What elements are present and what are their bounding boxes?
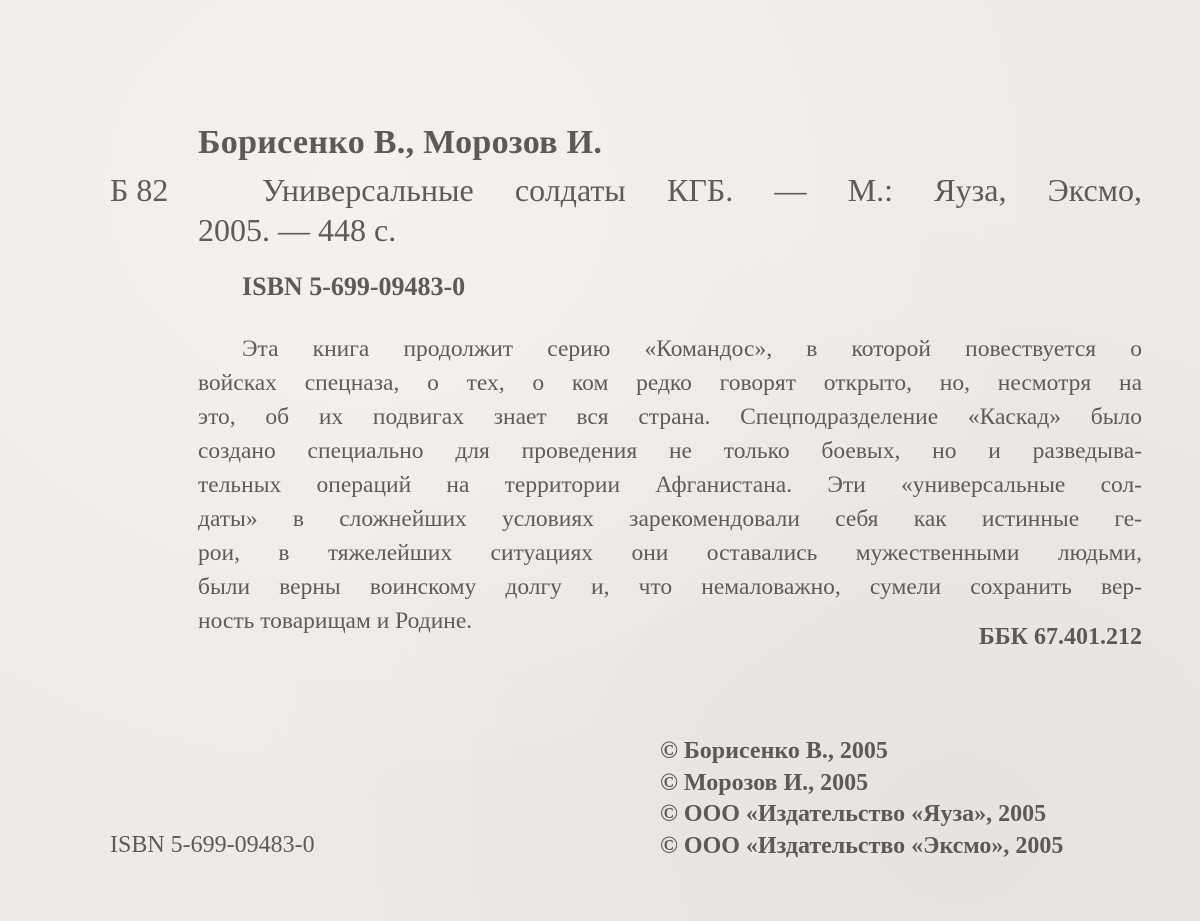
imprint-line-2: 2005. — 448 с. [198, 212, 397, 248]
library-class-code: Б 82 [110, 172, 169, 208]
isbn-bottom: ISBN 5-699-09483-0 [110, 832, 315, 858]
title-imprint-line: Универсальные солдаты КГБ. — М.: Яуза, Эксмо, [262, 172, 1142, 208]
copyright-block [660, 736, 1063, 862]
annotation-line: Эта книга продолжит серию «Командос», в которой повествуется о [242, 336, 1142, 362]
isbn-top: ISBN 5-699-09483-0 [242, 272, 466, 301]
annotation-line: рои, в тяжелейших ситуациях они оставались мужественными людьми, [198, 540, 1142, 566]
annotation-line: это, об их подвигах знает вся страна. Спецподразделение «Каскад» было [198, 404, 1142, 430]
annotation-line: даты» в сложнейших условиях зарекомендовали себя как истинные ге- [198, 506, 1142, 532]
annotation-line: были верны воинскому долгу и, что немаловажно, сумели сохранить вер- [198, 574, 1142, 600]
annotation-line: создано специально для проведения не только боевых, но и разведыва- [198, 438, 1142, 464]
annotation-paragraph [198, 332, 1142, 638]
copyright-line: © Борисенко В., 2005 [660, 738, 888, 764]
authors-line: Борисенко В., Морозов И. [198, 124, 603, 161]
annotation-line: войсках спецназа, о тех, о ком редко говорят открыто, но, несмотря на [198, 370, 1142, 396]
copyright-line: © Морозов И., 2005 [660, 769, 869, 796]
annotation-line: ность товарищам и Родине. [198, 608, 473, 634]
copyright-line: © ООО «Издательство «Яуза», 2005 [660, 801, 1047, 827]
annotation-line: тельных операций на территории Афганистана. Эти «универсальные сол- [198, 472, 1142, 498]
copyright-line: © ООО «Издательство «Эксмо», 2005 [660, 832, 1064, 859]
bbk-code: ББК 67.401.212 [978, 624, 1142, 650]
